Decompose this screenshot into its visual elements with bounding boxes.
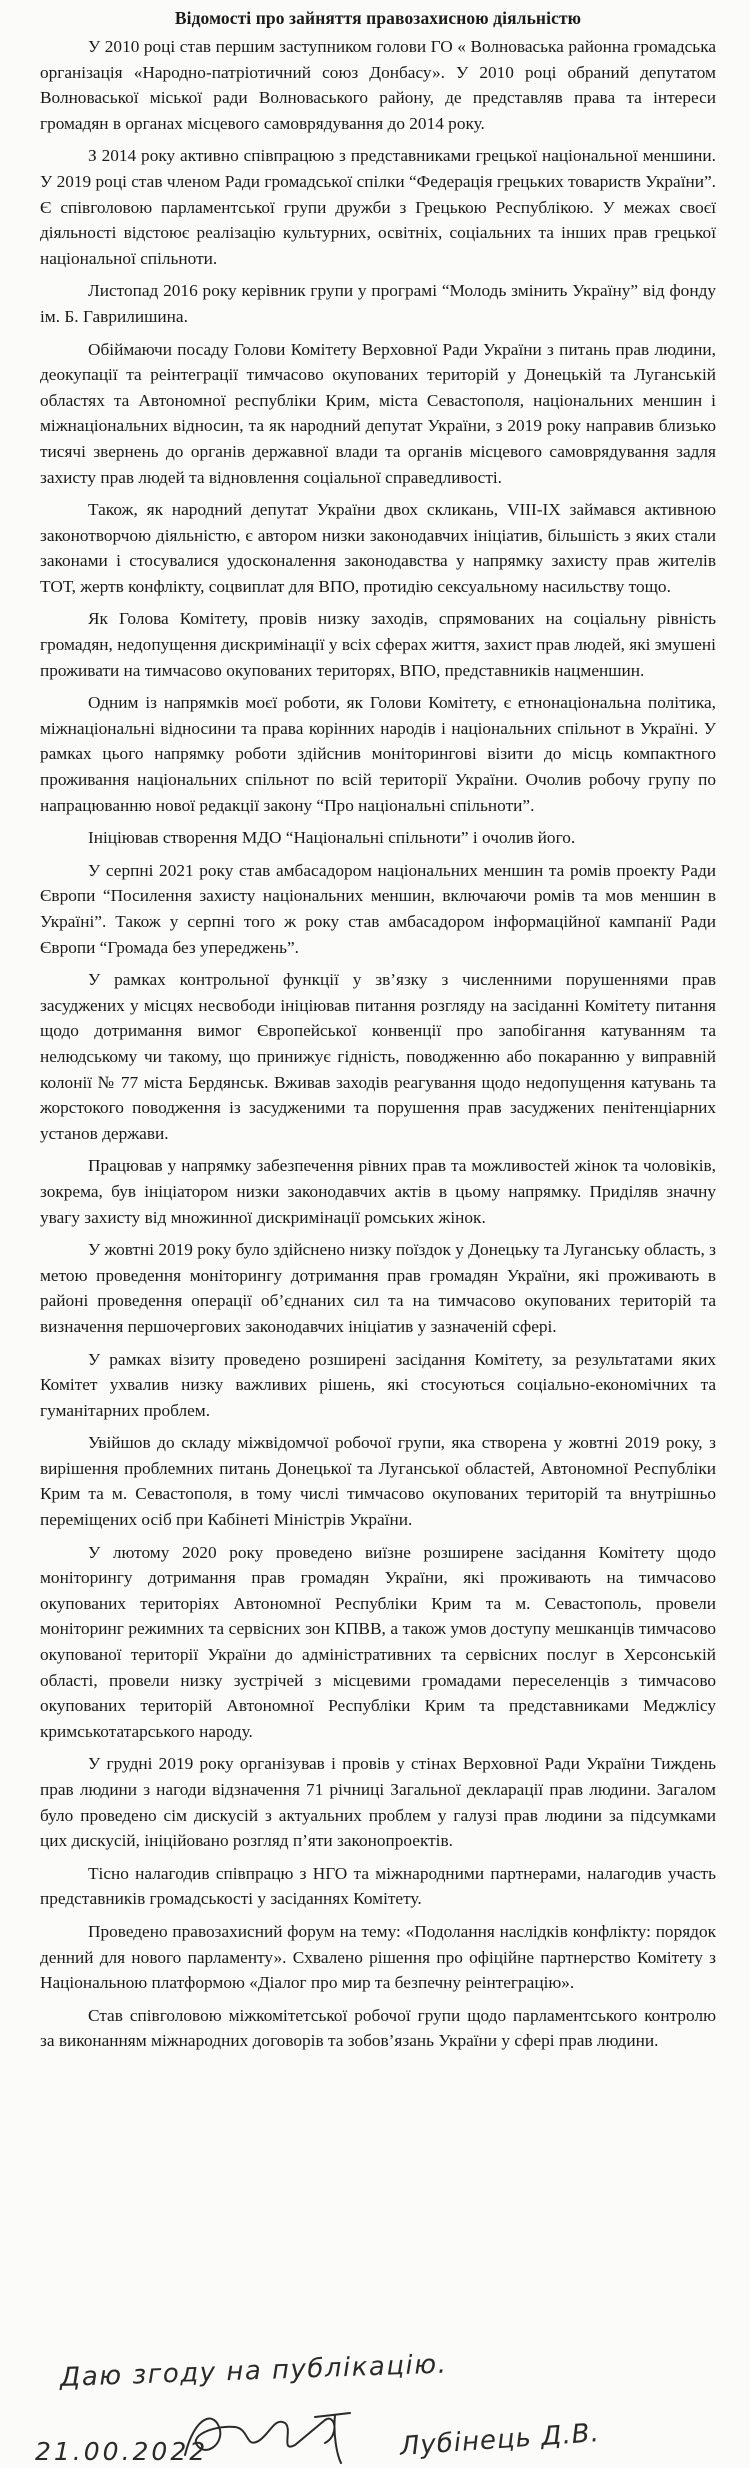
signature-date: 21.00.2022 (35, 2437, 209, 2466)
paragraph: У рамках візиту проведено розширені засідання Комітету, за результатами яких Комітет ухвалив низку важливих рішень, які стосуються соціально-економічних та гуманітарних проблем. (40, 1349, 716, 1420)
paragraph: У 2010 році став першим заступником голови ГО « Волноваська районна громадська організація «Народно-патріотичний союз Донбасу». У 2010 році обраний депутатом Волноваської міської ради Волноваського району, де представляв права та інтереси громадян в органах місцевого самоврядування до 2014 року. (40, 37, 716, 133)
paragraph: Став співголовою міжкомітетської робочої групи щодо парламентського контролю за виконанням міжнародних договорів та зобов’язань України у сфері прав людини. (40, 2005, 716, 2051)
paragraph: Проведено правозахисний форум на тему: «Подолання наслідків конфлікту: порядок денний для нового парламенту». Схвалено рішення про офіційне партнерство Комітету з Національною платформою «Діалог про мир та безпечну реінтеграцію». (40, 1921, 716, 1993)
paragraph: Як Голова Комітету, провів низку заходів, спрямованих на соціальну рівність громадян, недопущення дискримінації у всіх сферах життя, захист прав людей, які змушені проживати на тимчасово окупованих територях, ВПО, представників нацменшин. (40, 609, 716, 680)
paragraph: Одним із напрямків моєї роботи, як Голови Комітету, є етнонаціональна політика, міжнаціональні відносини та права корінних народів і національних спільнот в Україні. У рамках цього напрямку роботи здійснив моніторингові візити до місць компактного проживання національних спільнот по всій території України. Очолив робочу групу по напрацюванню нової редакції закону “Про національні спільноти”. (40, 693, 716, 815)
paragraph: У грудні 2019 року організував і провів у стінах Верховної Ради України Тиждень прав людини з нагоди відзначення 71 річниці Загальної декларації прав людини. Загалом було проведено сім дискусій з актуальних проблем у галузі прав людини за підсумками цих дискусій, ініційовано розгляд п’яти законопроектів. (40, 1754, 716, 1851)
paragraph: У лютому 2020 року проведено виїзне розширене засідання Комітету щодо моніторингу дотримання прав громадян України, які проживають на тимчасово окупованих територіях Автономної Республіки Крим та м. Севастополь, провели моніторинг режимних та сервісних зон КПВВ, а також умов доступу мешканців тимчасово окупованої території України до адміністративних та сервісних послуг в Херсонській області, провели низку зустрічей з місцевими громадами переселенців з тимчасово окупованих територій Автономної Республіки Крим та представниками Меджлісу кримськотатарського народу. (40, 1542, 716, 1741)
paragraph: Листопад 2016 року керівник групи у програмі “Молодь змінить Україну” від фонду ім. Б. Гаврилишина. (40, 281, 716, 326)
paragraph: У серпні 2021 року став амбасадором національних меншин та ромів проекту Ради Європи “Посилення захисту національних меншин, включаючи ромів та мов меншин в Україні”. Також у серпні того ж року став амбасадором інформаційної кампанії Ради Європи “Громада без упереджень”. (40, 860, 716, 957)
paragraph: Також, як народний депутат України двох скликань, VIII-IX займався активною законотворчою діяльністю, є автором низки законодавчих ініціатив, більшість з яких стали законами і стосувалися удосконалення законодавства у напрямку захисту прав жителів ТОТ, жертв конфлікту, соцвиплат для ВПО, протидію сексуальному насильству тощо. (40, 500, 716, 596)
paragraph: У рамках контрольної функції у зв’язку з численними порушеннями прав засуджених у місцях несвободи ініціював питання розгляду на засіданні Комітету питання щодо дотримання вимог Європейської конвенції про запобігання катуванням та нелюдському чи такому, що принижує гідність, поводженню або покаранню у виправній колонії № 77 міста Бердянськ. Вживав заходів реагування щодо недопущення катувань та жорстокого поводження із засудженими та порушення прав засуджених пенітенціарних установ держави. (40, 970, 716, 1143)
paragraph: З 2014 року активно співпрацюю з представниками грецької національної меншини. У 2019 році став членом Ради громадської спілки “Федерація грецьких товариств України”. Є співголовою парламентської групи дружби з Грецькою Республікою. У межах своєї діяльності відстоює реалізацію культурних, освітніх, соціальних та інших прав грецької національної спільноти. (40, 146, 716, 268)
consent-handwritten-text: Даю згоду на публікацію. (59, 2349, 448, 2393)
signature-name: Лубінець Д.В. (398, 2418, 601, 2462)
document-body (40, 34, 716, 2054)
paragraph: Працював у напрямку забезпечення рівних прав та можливостей жінок та чоловіків, зокрема, був ініціатором низки законодавчих актів в цьому напрямку. Приділяв значну увагу захисту від множинної дискримінації ромських жінок. (40, 1156, 716, 1227)
paragraph: Увійшов до складу міжвідомчої робочої групи, яка створена у жовтні 2019 року, з вирішення проблемних питань Донецької та Луганської областей, Автономної Республіки Крим та м. Севастополя, в тому числі тимчасово окупованих територій та внутрішньо переміщених осіб при Кабінеті Міністрів України. (40, 1433, 716, 1530)
handwritten-signature (175, 2405, 375, 2467)
document-title: Відомості про зайняття правозахисною діяльністю (174, 8, 582, 28)
paragraph: Ініціював створення МДО “Національні спільноти” і очолив його. (88, 828, 576, 848)
paragraph: Тісно налагодив співпрацю з НГО та міжнародними партнерами, налагодив участь представників громадськості у засіданнях Комітету. (40, 1863, 716, 1909)
signature-block (0, 2335, 750, 2468)
paragraph: У жовтні 2019 року було здійснено низку поїздок у Донецьку та Луганську область, з метою проведення моніторингу дотримання прав громадян України, які проживають в районі проведення операції об’єднаних сил та на тимчасово окупованих територій та визначення першочергових законодавчих ініціатив у зазначеній сфері. (40, 1240, 716, 1336)
paragraph: Обіймаючи посаду Голови Комітету Верховної Ради України з питань прав людини, деокупації та реінтеграції тимчасово окупованих територій у Донецькій та Луганській областях та Автономної республіки Крим, міста Севастополя, національних меншин і міжнаціональних відносин, та як народний депутат України, з 2019 року направив близько тисячі звернень до органів державної влади та органів місцевого самоврядування задля захисту прав людей та відновлення соціальної справедливості. (40, 339, 716, 487)
